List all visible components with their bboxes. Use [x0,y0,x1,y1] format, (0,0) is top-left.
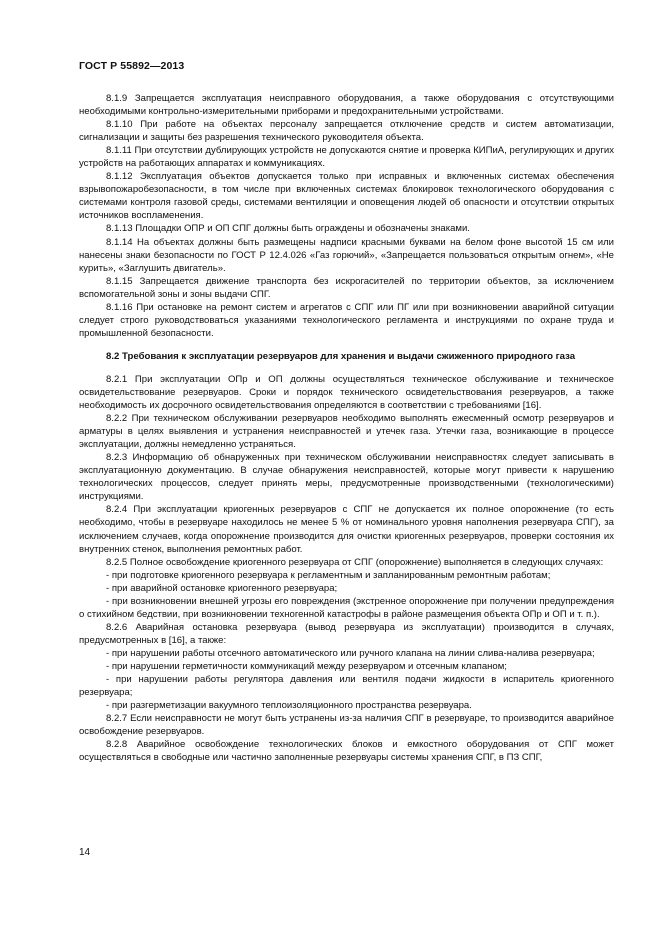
list-item: - при разгерметизации вакуумного теплоизоляционного пространства резервуара. [106,700,472,712]
paragraph-8-1-11: 8.1.11 При отсутствии дублирующих устройств не допускаются снятие и проверка КИПиА, регулирующих и других устройств на работающих аппаратах и коммуникациях. [79,145,614,170]
paragraph-8-1-9: 8.1.9 Запрещается эксплуатация неисправного оборудования, а также оборудования с отсутствующими необходимыми контрольно-измерительными приборами и предохранительными устройствами. [79,93,614,118]
list-item: - при нарушении работы регулятора давления или вентиля подачи жидкости в испаритель криогенного резервуара; [79,674,614,699]
paragraph-8-2-8: 8.2.8 Аварийное освобождение технологических блоков и емкостного оборудования от СПГ может осуществляться в свободные или частично заполненные резервуары системы хранения СПГ, в ПЗ СПГ, [79,739,614,764]
paragraph-8-1-15: 8.1.15 Запрещается движение транспорта без искрогасителей по территории объектов, за исключением вспомогательной зоны и зоны выдачи СПГ. [79,275,614,300]
list-item: - при аварийной остановке криогенного резервуара; [106,582,338,594]
list-item: - при подготовке криогенного резервуара к регламентным и запланированным ремонтным работам; [106,569,551,581]
paragraph-8-1-10: 8.1.10 При работе на объектах персоналу запрещается отключение средств и систем автоматизации, сигнализации и защиты без разрешения технического руководителя объекта. [79,119,614,144]
paragraph-8-2-1: 8.2.1 При эксплуатации ОПр и ОП должны осуществляться техническое обслуживание и техническое освидетельствование резервуаров. Сроки и порядок технического освидетельствования резервуаров, а также необходимость их досрочного освидетельствования определяются в соответствии с требованиями [16]. [79,373,614,412]
document-header: ГОСТ Р 55892—2013 [79,60,185,72]
page-number: 14 [79,847,91,858]
paragraph-8-2-5: 8.2.5 Полное освобождение криогенного резервуара от СПГ (опорожнение) выполняется в следующих случаях: [106,556,604,568]
document-body [79,92,614,764]
paragraph-8-1-14: 8.1.14 На объектах должны быть размещены надписи красными буквами на белом фоне высотой 15 см или нанесены знаки безопасности по ГОСТ Р 12.4.026 «Газ горючий», «Запрещается пользоваться открытым огнем», «Не курить», «Заглушить двигатель». [79,236,614,274]
list-item: - при нарушении герметичности коммуникаций между резервуаром и отсечным клапаном; [106,660,507,672]
paragraph-8-1-12: 8.1.12 Эксплуатация объектов допускается только при исправных и включенных системах обеспечения взрывопожаробезопасности, в том числе при включенных системах блокировок технологического оборудования с системами контроля газовой среды, системами вентиляции и оповещения людей об опасности и отсутствии открытых источников воспламенения. [79,171,614,222]
section-title-8-2: 8.2 Требования к эксплуатации резервуаров для хранения и выдачи сжиженного природного газа [106,350,576,362]
list-item: - при нарушении работы отсечного автоматического или ручного клапана на линии слива-налива резервуара; [106,647,595,659]
paragraph-8-2-6: 8.2.6 Аварийная остановка резервуара (вывод резервуара из эксплуатации) производится в случаях, предусмотренных в [16], а также: [79,621,614,646]
paragraph-8-1-16: 8.1.16 При остановке на ремонт систем и агрегатов с СПГ или ПГ или при возникновении аварийной ситуации следует строго руководствоваться указаниями технологического регламента и инструкциями по охране труда и промышленной безопасности. [79,301,614,339]
paragraph-8-1-13: 8.1.13 Площадки ОПР и ОП СПГ должны быть ограждены и обозначены знаками. [106,223,470,235]
paragraph-8-2-2: 8.2.2 При техническом обслуживании резервуаров необходимо выполнять ежесменный осмотр резервуаров и арматуры в целях выявления и устранения неисправностей и утечек газа. Утечки газа, возникающие в процессе эксплуатации, должны немедленно устраняться. [79,413,614,451]
list-item: - при возникновении внешней угрозы его повреждения (экстренное опорожнение при получении предупреждения о стихийном бедствии, при возникновении техногенной катастрофы в районе размещения объекта ОПр и ОП и т. п.). [79,595,614,620]
paragraph-8-2-7: 8.2.7 Если неисправности не могут быть устранены из-за наличия СПГ в резервуаре, то производится аварийное освобождение резервуаров. [79,713,614,738]
paragraph-8-2-3: 8.2.3 Информацию об обнаруженных при техническом обслуживании неисправностях следует записывать в эксплуатационную документацию. В случае обнаружения неисправностей, которые могут привести к нарушению технологических процессов, следует принять меры, предусмотренные производственными (технологическими) инструкциями. [79,452,614,503]
paragraph-8-2-4: 8.2.4 При эксплуатации криогенных резервуаров с СПГ не допускается их полное опорожнение (то есть необходимо, чтобы в резервуаре находилось не менее 5 % от номинального уровня наполнения резервуара СПГ), за исключением случаев, когда опорожнение производится для очистки криогенных резервуаров, проверки состояния их внутренних стенок, выполнения ремонтных работ. [79,504,614,555]
